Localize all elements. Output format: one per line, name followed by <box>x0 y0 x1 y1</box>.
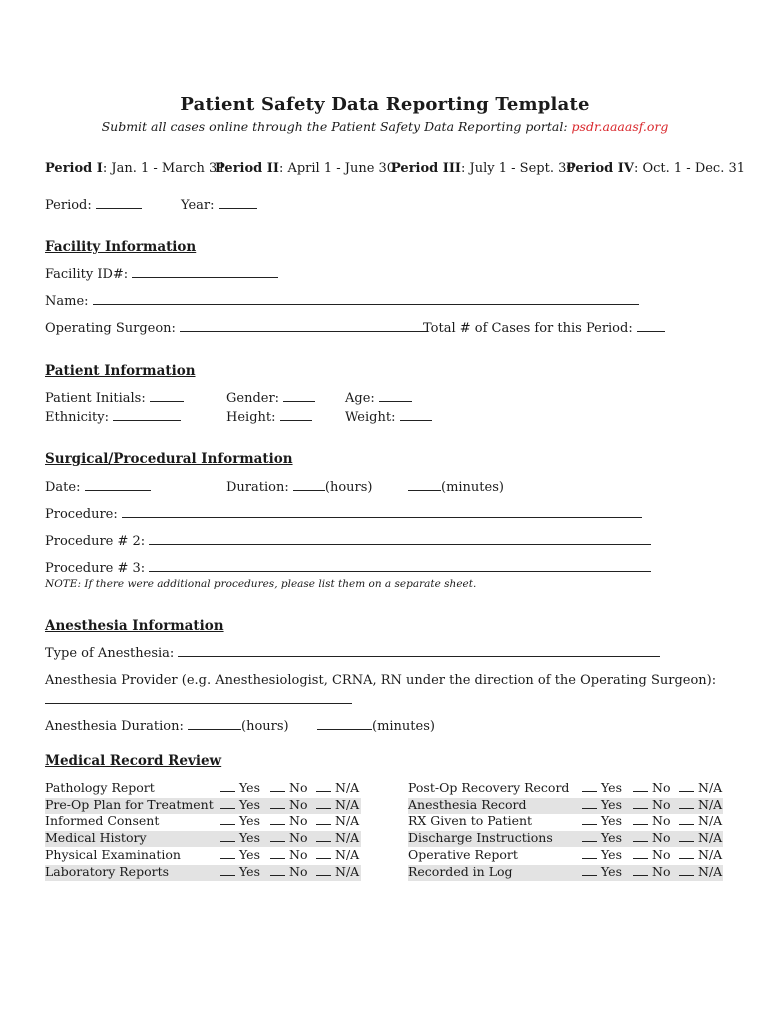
facility-name-field: Name: <box>45 293 639 309</box>
option-blank[interactable] <box>316 847 331 859</box>
patient-heading: Patient Information <box>45 363 196 379</box>
option-label: N/A <box>335 780 360 795</box>
option-blank[interactable] <box>633 830 648 842</box>
record-option-na[interactable] <box>316 780 359 795</box>
option-blank[interactable] <box>679 847 694 859</box>
portal-link[interactable]: psdr.aaaasf.org <box>571 119 669 134</box>
option-blank[interactable] <box>582 780 597 792</box>
record-option-na[interactable] <box>316 847 359 862</box>
record-option-na[interactable] <box>316 864 359 879</box>
record-item-label: Discharge Instructions <box>408 830 553 846</box>
record-option-no[interactable] <box>633 864 670 879</box>
procedure-field: Procedure: <box>45 506 642 522</box>
record-item-label: Pathology Report <box>45 780 155 795</box>
option-label: N/A <box>335 813 360 829</box>
option-blank[interactable] <box>316 813 331 825</box>
period-2: Period II: April 1 - June 30 <box>215 161 396 176</box>
option-blank[interactable] <box>679 813 694 825</box>
record-option-yes[interactable] <box>582 797 622 812</box>
record-option-yes[interactable] <box>582 780 622 795</box>
facility-id-field: Facility ID#: <box>45 266 278 282</box>
option-label: Yes <box>601 830 622 846</box>
gender-input[interactable] <box>283 390 315 402</box>
year-field: Year: <box>181 197 257 213</box>
option-label: N/A <box>335 863 360 879</box>
period-4: Period IV: Oct. 1 - Dec. 31 <box>566 161 746 176</box>
patient-initials-input[interactable] <box>150 390 184 402</box>
option-label: No <box>289 863 308 879</box>
record-option-no[interactable] <box>633 830 670 845</box>
height-input[interactable] <box>280 409 312 421</box>
record-option-yes[interactable] <box>582 864 622 879</box>
option-label: N/A <box>698 830 723 846</box>
age-input[interactable] <box>379 390 412 402</box>
subtitle-text: Submit all cases online through the Patient Safety Data Reporting portal: <box>101 119 572 134</box>
record-option-na[interactable] <box>679 830 722 845</box>
record-option-yes[interactable] <box>582 830 622 845</box>
option-label: No <box>652 796 671 812</box>
procedure-2-input[interactable] <box>149 533 651 545</box>
option-blank[interactable] <box>679 830 694 842</box>
record-option-no[interactable] <box>633 847 670 862</box>
record-item-label: Physical Examination <box>45 846 181 862</box>
anesthesia-type-input[interactable] <box>178 645 660 657</box>
height-field: Height: <box>226 409 312 425</box>
option-blank[interactable] <box>220 780 235 792</box>
option-blank[interactable] <box>582 830 597 842</box>
total-cases-input[interactable] <box>637 320 665 332</box>
weight-input[interactable] <box>400 409 432 421</box>
record-option-no[interactable] <box>633 797 670 812</box>
facility-id-input[interactable] <box>132 266 278 278</box>
record-option-yes[interactable] <box>220 780 260 795</box>
option-blank[interactable] <box>270 813 285 825</box>
record-option-no[interactable] <box>270 813 307 828</box>
option-label: Yes <box>601 796 622 812</box>
records-heading: Medical Record Review <box>45 753 222 769</box>
record-item-label: RX Given to Patient <box>408 813 533 829</box>
record-option-yes[interactable] <box>220 830 260 845</box>
period-3: Period III: July 1 - Sept. 30 <box>391 161 575 176</box>
record-item-label: Laboratory Reports <box>45 863 170 879</box>
anesthesia-heading: Anesthesia Information <box>45 618 224 634</box>
record-item-label: Post-Op Recovery Record <box>408 780 570 795</box>
record-option-na[interactable] <box>679 780 722 795</box>
record-option-na[interactable] <box>316 813 359 828</box>
option-label: N/A <box>335 846 360 862</box>
option-blank[interactable] <box>270 830 285 842</box>
gender-field: Gender: <box>226 390 315 406</box>
procedure-2-field: Procedure # 2: <box>45 533 651 549</box>
record-option-yes[interactable] <box>582 813 622 828</box>
option-blank[interactable] <box>582 813 597 825</box>
option-blank[interactable] <box>270 780 285 792</box>
record-option-yes[interactable] <box>220 864 260 879</box>
record-item-label: Medical History <box>45 830 147 846</box>
option-label: Yes <box>239 846 260 862</box>
option-blank[interactable] <box>316 864 331 876</box>
surgery-date-field: Date: <box>45 479 151 495</box>
option-blank[interactable] <box>316 797 331 809</box>
option-blank[interactable] <box>220 813 235 825</box>
surgery-date-input[interactable] <box>85 479 151 491</box>
year-input[interactable] <box>219 197 257 209</box>
operating-surgeon-field: Operating Surgeon: <box>45 320 427 336</box>
anesthesia-hours-input[interactable] <box>188 718 241 730</box>
option-label: No <box>652 846 671 862</box>
option-label: Yes <box>239 830 260 846</box>
option-label: N/A <box>698 813 723 829</box>
record-option-no[interactable] <box>270 780 307 795</box>
option-label: No <box>652 830 671 846</box>
option-blank[interactable] <box>220 830 235 842</box>
option-blank[interactable] <box>270 864 285 876</box>
facility-heading: Facility Information <box>45 239 197 255</box>
record-option-no[interactable] <box>270 830 307 845</box>
option-blank[interactable] <box>633 864 648 876</box>
procedure-3-input[interactable] <box>149 560 651 572</box>
option-label: No <box>289 780 308 795</box>
option-blank[interactable] <box>582 797 597 809</box>
anesthesia-minutes-field: (minutes) <box>317 718 435 734</box>
option-label: No <box>289 796 308 812</box>
option-blank[interactable] <box>316 830 331 842</box>
option-label: Yes <box>239 796 260 812</box>
option-label: Yes <box>601 780 622 795</box>
option-label: N/A <box>698 846 723 862</box>
option-label: Yes <box>239 863 260 879</box>
operating-surgeon-input[interactable] <box>180 320 427 332</box>
option-blank[interactable] <box>582 847 597 859</box>
record-item-label: Recorded in Log <box>408 863 513 879</box>
period-input[interactable] <box>96 197 142 209</box>
record-option-na[interactable] <box>316 830 359 845</box>
duration-minutes-input[interactable] <box>408 479 441 491</box>
option-label: No <box>652 863 671 879</box>
option-blank[interactable] <box>679 864 694 876</box>
option-label: No <box>289 846 308 862</box>
procedures-note: NOTE: If there were additional procedures, please list them on a separate sheet. <box>45 578 477 590</box>
period-field: Period: <box>45 197 142 213</box>
option-label: N/A <box>335 796 360 812</box>
procedure-3-field: Procedure # 3: <box>45 560 651 576</box>
option-label: N/A <box>698 796 723 812</box>
anesthesia-provider-input[interactable] <box>45 703 352 704</box>
record-item-label: Informed Consent <box>45 813 160 829</box>
page-title: Patient Safety Data Reporting Template <box>180 94 590 115</box>
option-label: N/A <box>698 780 723 795</box>
option-blank[interactable] <box>633 813 648 825</box>
record-option-na[interactable] <box>679 797 722 812</box>
surgery-minutes-field: (minutes) <box>408 479 504 495</box>
ethnicity-input[interactable] <box>113 409 181 421</box>
procedure-input[interactable] <box>122 506 642 518</box>
option-blank[interactable] <box>270 847 285 859</box>
option-label: N/A <box>698 863 723 879</box>
weight-field: Weight: <box>345 409 432 425</box>
anesthesia-duration-field: Anesthesia Duration: (hours) <box>45 719 289 734</box>
duration-hours-input[interactable] <box>293 479 325 491</box>
option-label: N/A <box>335 830 360 846</box>
record-option-no[interactable] <box>633 813 670 828</box>
anesthesia-provider-label: Anesthesia Provider (e.g. Anesthesiologist, CRNA, RN under the direction of the Operating Surgeon): <box>45 673 717 688</box>
option-label: No <box>289 813 308 829</box>
option-blank[interactable] <box>679 780 694 792</box>
ethnicity-field: Ethnicity: <box>45 409 181 425</box>
record-option-yes[interactable] <box>582 847 622 862</box>
option-blank[interactable] <box>633 780 648 792</box>
option-label: Yes <box>601 863 622 879</box>
anesthesia-type-field: Type of Anesthesia: <box>45 645 660 661</box>
surgery-duration-field: Duration: (hours) <box>226 480 373 495</box>
record-option-na[interactable] <box>679 813 722 828</box>
page-subtitle <box>0 119 770 134</box>
age-field: Age: <box>345 390 412 406</box>
record-option-na[interactable] <box>679 864 722 879</box>
option-label: Yes <box>601 846 622 862</box>
anesthesia-minutes-input[interactable] <box>317 718 372 730</box>
surgical-heading: Surgical/Procedural Information <box>45 451 293 467</box>
total-cases-field: Total # of Cases for this Period: <box>423 320 665 336</box>
option-label: Yes <box>601 813 622 829</box>
period-1: Period I: Jan. 1 - March 31 <box>45 161 226 176</box>
record-option-na[interactable] <box>316 797 359 812</box>
record-option-na[interactable] <box>679 847 722 862</box>
option-blank[interactable] <box>633 847 648 859</box>
record-option-no[interactable] <box>270 847 307 862</box>
option-blank[interactable] <box>220 847 235 859</box>
option-blank[interactable] <box>633 797 648 809</box>
option-label: No <box>652 780 671 795</box>
record-option-no[interactable] <box>270 797 307 812</box>
record-item-label: Operative Report <box>408 846 518 862</box>
option-blank[interactable] <box>679 797 694 809</box>
record-option-yes[interactable] <box>220 813 260 828</box>
option-label: Yes <box>239 813 260 829</box>
record-option-no[interactable] <box>633 780 670 795</box>
option-label: No <box>289 830 308 846</box>
facility-name-input[interactable] <box>93 293 639 305</box>
option-label: Yes <box>239 780 260 795</box>
option-blank[interactable] <box>316 780 331 792</box>
record-option-yes[interactable] <box>220 797 260 812</box>
option-blank[interactable] <box>270 797 285 809</box>
patient-initials-field: Patient Initials: <box>45 390 184 406</box>
record-item-label: Pre-Op Plan for Treatment <box>45 796 214 812</box>
option-blank[interactable] <box>582 864 597 876</box>
option-blank[interactable] <box>220 797 235 809</box>
record-option-yes[interactable] <box>220 847 260 862</box>
record-option-no[interactable] <box>270 864 307 879</box>
option-blank[interactable] <box>220 864 235 876</box>
option-label: No <box>652 813 671 829</box>
record-item-label: Anesthesia Record <box>408 796 527 812</box>
